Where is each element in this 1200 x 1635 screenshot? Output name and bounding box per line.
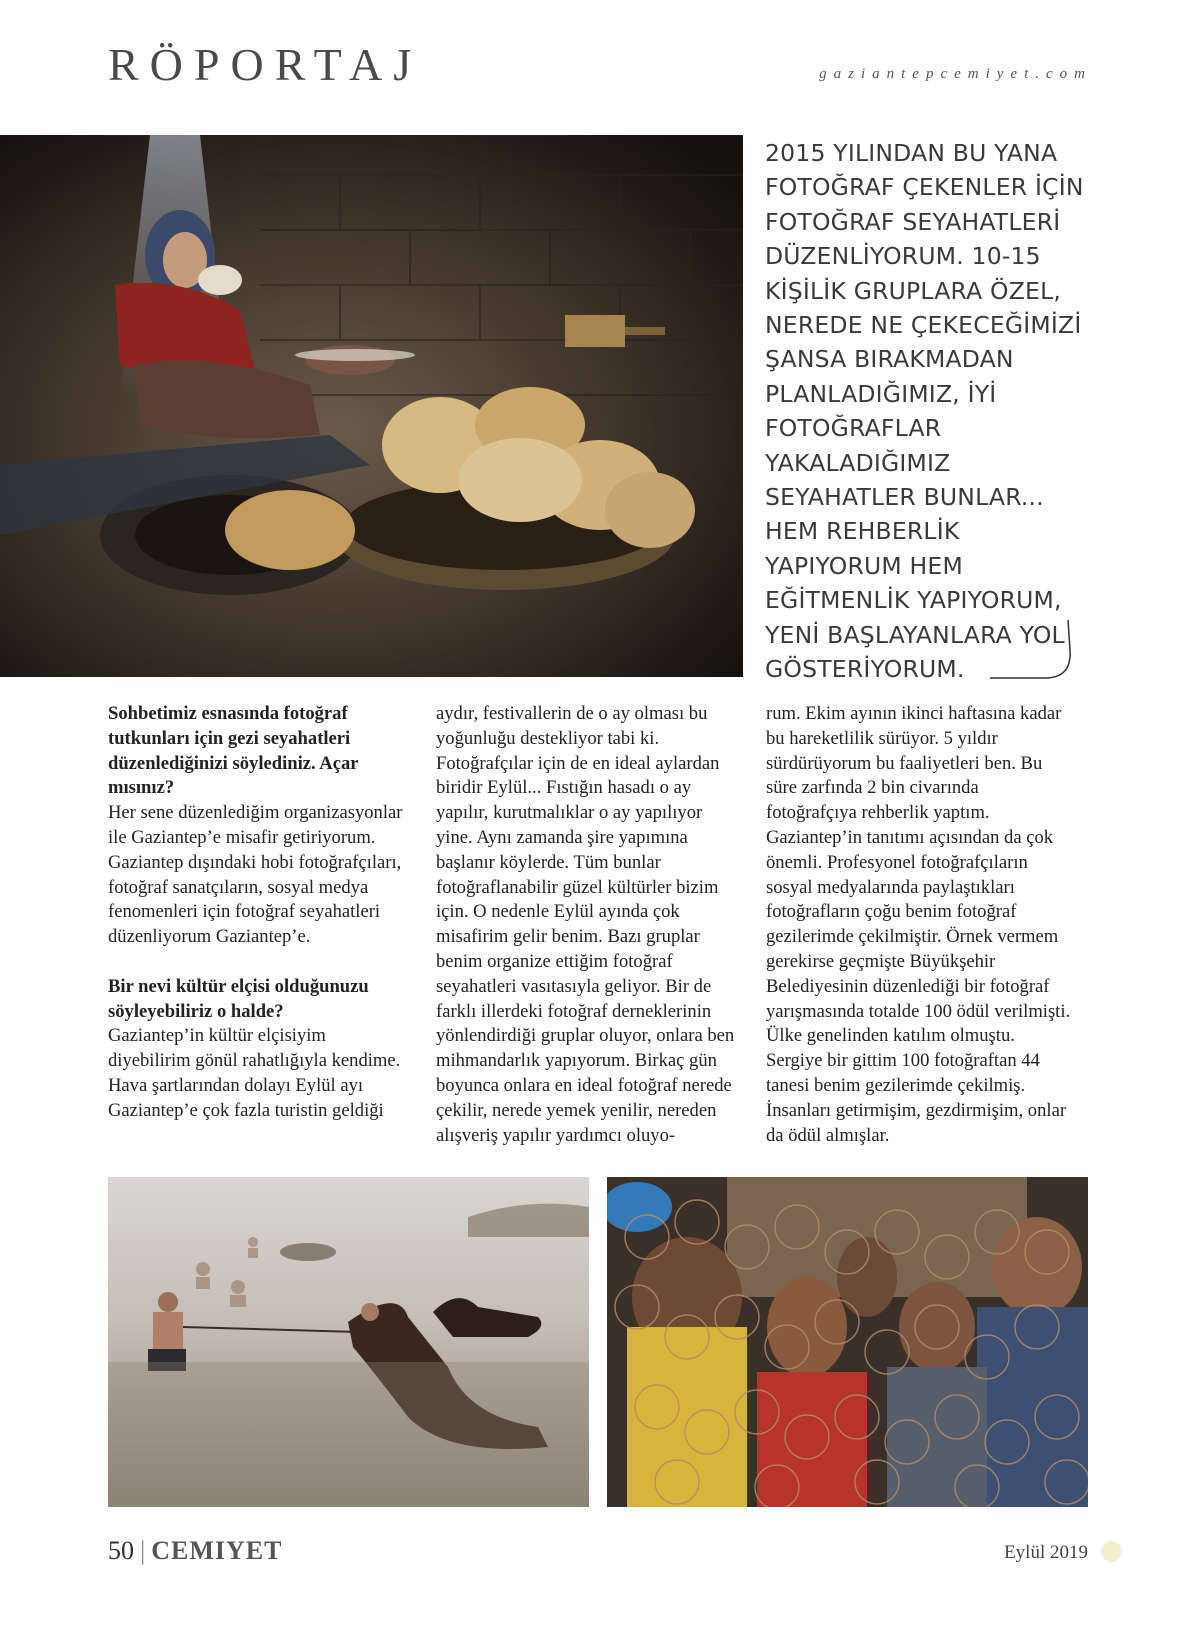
article-column-1 bbox=[108, 702, 413, 1124]
article-column-3 bbox=[766, 702, 1071, 1148]
section-title: RÖPORTAJ bbox=[108, 39, 423, 90]
interview-answer-2-part-2: aydır, festivallerin de o ay olması bu yoğunluğu destekliyor tabi ki. Fotoğrafçılar için de en ideal aylardan biridir Eylül... Fıstığın hasadı o ay yapılır, kurutmalıklar o ay yapılıyor yine. Aynı zamanda şire yapımına başlanır köylerde. Tüm bunlar fotoğraflanabilir güzel kültürler bizim için. O nedenle Eylül ayında çok misafirim gelir benim. Bazı gruplar benim organize ettiğim fotoğraf seyahatleri vasıtasıyla geliyor. Bir de farklı illerdeki fotoğraf derneklerinin yönlendirdiği gruplar oluyor, onlara ben mihmandarlık yapıyorum. Birkaç gün boyunca onlara en ideal fotoğraf nerede çekilir, nerede yemek yenilir, nereden alışveriş yapılır yardımcı oluyo- bbox=[436, 703, 735, 1146]
interview-question-1: Sohbetimiz esnasında fotoğraf tutkunları için gezi seyahatleri düzenlediğinizi söylediniz. Açar mısınız? bbox=[108, 703, 359, 799]
decorative-dot bbox=[1101, 1541, 1122, 1562]
interview-answer-2-part-1: Gaziantep’in kültür elçisiyim diyebilirim gönül rahatlığıyla kendime. Hava şartlarından dolayı Eylül ayı Gaziantep’e çok fazla turistin geldiği bbox=[108, 1025, 401, 1121]
hero-photo-bread-baking bbox=[0, 135, 743, 677]
issue-date: Eylül 2019 bbox=[1004, 1542, 1088, 1563]
magazine-name: CEMIYET bbox=[151, 1536, 283, 1565]
footer-separator: | bbox=[140, 1536, 146, 1565]
pull-quote: 2015 YILINDAN BU YANA FOTOĞRAF ÇEKENLER İÇİN FOTOĞRAF SEYAHATLERİ DÜZENLİYORUM. 10-15 KİŞİLİK GRUPLARA ÖZEL, NEREDE NE ÇEKECEĞİMİZİ ŞANSA BIRAKMADAN PLANLADIĞIMIZ, İYİ FOTOĞRAFLAR YAKALADIĞIMIZ SEYAHATLER BUNLAR... HEM REHBERLİK YAPIYORUM HEM EĞİTMENLİK YAPIYORUM, YENİ BAŞLAYANLARA YOL GÖSTERİYORUM. bbox=[765, 139, 1084, 684]
photo-children-behind-springs bbox=[607, 1177, 1088, 1507]
photo-horses-in-water bbox=[108, 1177, 589, 1507]
site-url[interactable]: gaziantepcemiyet.com bbox=[819, 66, 1092, 82]
interview-question-2: Bir nevi kültür elçisi olduğunuzu söyleyebiliriz o halde? bbox=[108, 975, 369, 1022]
interview-answer-1: Her sene düzenlediğim organizasyonlar ile Gaziantep’e misafir getiriyorum. Gaziantep dışındaki hobi fotoğrafçıları, fotoğraf sanatçıların, sosyal medya fenomenleri için fotoğraf seyahatleri düzenliyorum Gaziantep’e. bbox=[108, 802, 403, 948]
article-column-2 bbox=[436, 702, 741, 1148]
pull-quote-curve-decoration bbox=[990, 620, 1080, 680]
interview-answer-2-part-3: rum. Ekim ayının ikinci haftasına kadar bu hareketlilik sürüyor. 5 yıldır sürdürüyorum bu faaliyetleri ben. Bu süre zarfında 2 bin civarında fotoğrafçıya rehberlik yaptım. Gaziantep’in tanıtımı açısından da çok önemli. Profesyonel fotoğrafçıların sosyal medyalarında paylaştıkları fotoğrafların çoğu benim fotoğraf gezilerimde çekilmiştir. Örnek vermem gerekirse geçmişte Büyükşehir Belediyesinin düzenlediği bir fotoğraf yarışmasında totalde 100 ödül verilmişti. Ülke genelinden katılım olmuştu. Sergiye bir gittim 100 fotoğraftan 44 tanesi benim gezilerimde çekilmiş. İnsanları getirmişim, gezdirmişim, onlar da ödül almışlar. bbox=[766, 703, 1071, 1146]
footer-page-info bbox=[108, 1536, 282, 1566]
page-number: 50 bbox=[108, 1536, 134, 1565]
